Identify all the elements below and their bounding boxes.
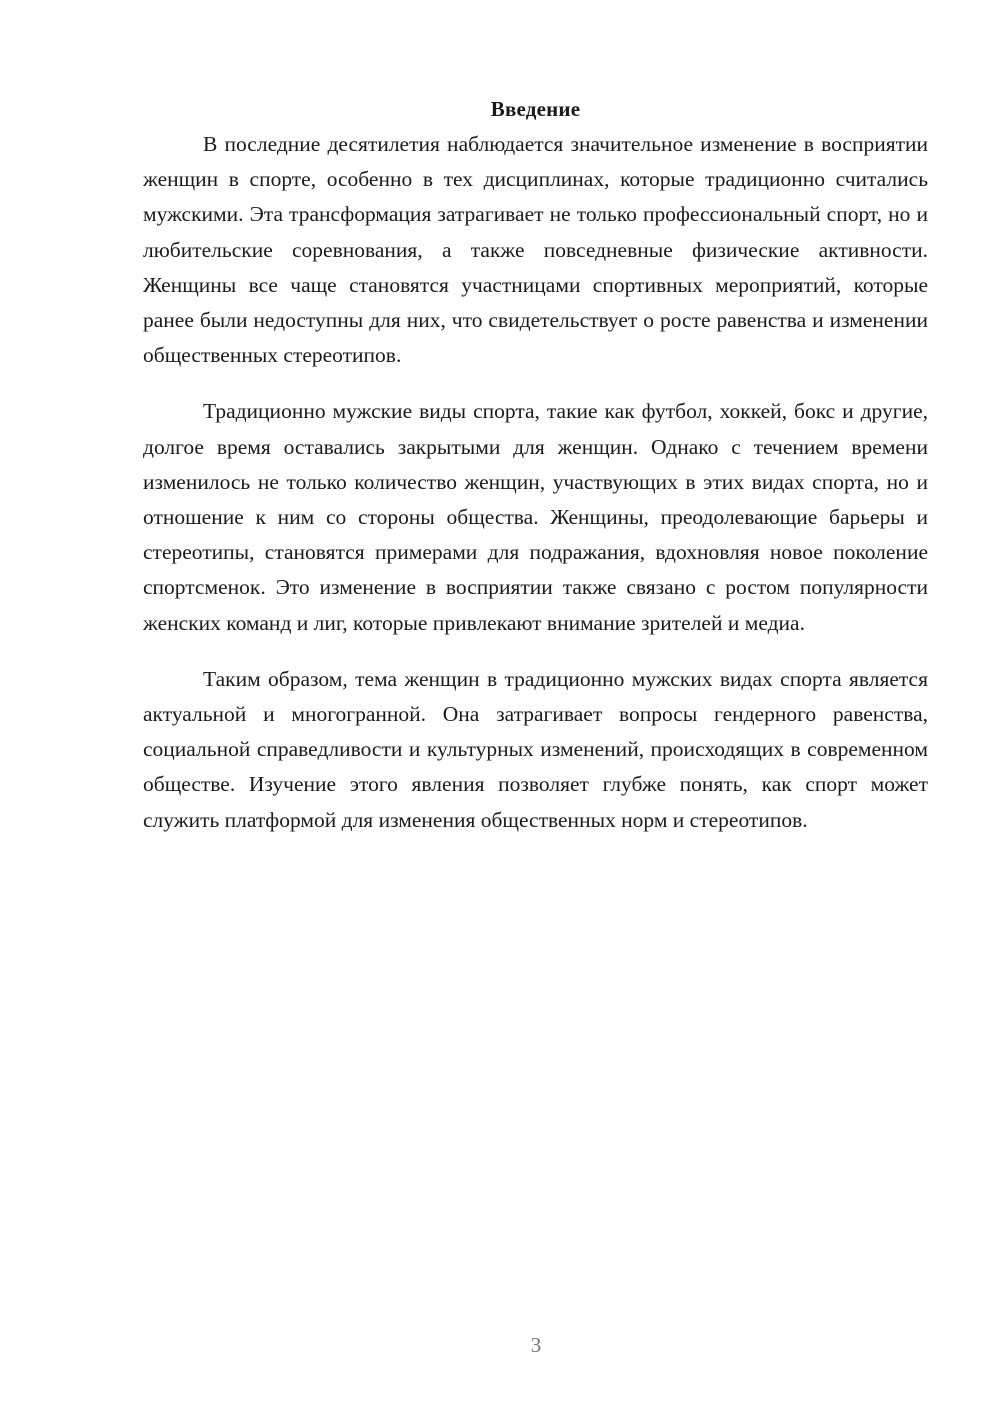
page-number: 3 <box>530 1333 542 1357</box>
paragraph-2: Традиционно мужские виды спорта, такие как футбол, хоккей, бокс и другие, долгое время оставались закрытыми для женщин. Однако с течением времени изменилось не только количество женщин, участвующих в этих видах спорта, но и отношение к ним со стороны общества. Женщины, преодолевающие барьеры и стереотипы, становятся примерами для подражания, вдохновляя новое поколение спортсменок. Это изменение в восприятии также связано с ростом популярности женских команд и лиг, которые привлекают внимание зрителей и медиа. <box>143 399 928 635</box>
paragraph-3: Таким образом, тема женщин в традиционно мужских видах спорта является актуальной и многогранной. Она затрагивает вопросы гендерного равенства, социальной справедливости и культурных изменений, происходящих в современном обществе. Изучение этого явления позволяет глубже понять, как спорт может служить платформой для изменения общественных норм и стереотипов. <box>143 666 928 832</box>
section-heading: Введение <box>490 97 581 121</box>
paragraph-1: В последние десятилетия наблюдается значительное изменение в восприятии женщин в спорте, особенно в тех дисциплинах, которые традиционно считались мужскими. Эта трансформация затрагивает не только профессиональный спорт, но и любительские соревнования, а также повседневные физические активности. Женщины все чаще становятся участницами спортивных мероприятий, которые ранее были недоступны для них, что свидетельствует о росте равенства и изменении общественных стереотипов. <box>143 132 928 368</box>
page-content <box>143 92 928 859</box>
